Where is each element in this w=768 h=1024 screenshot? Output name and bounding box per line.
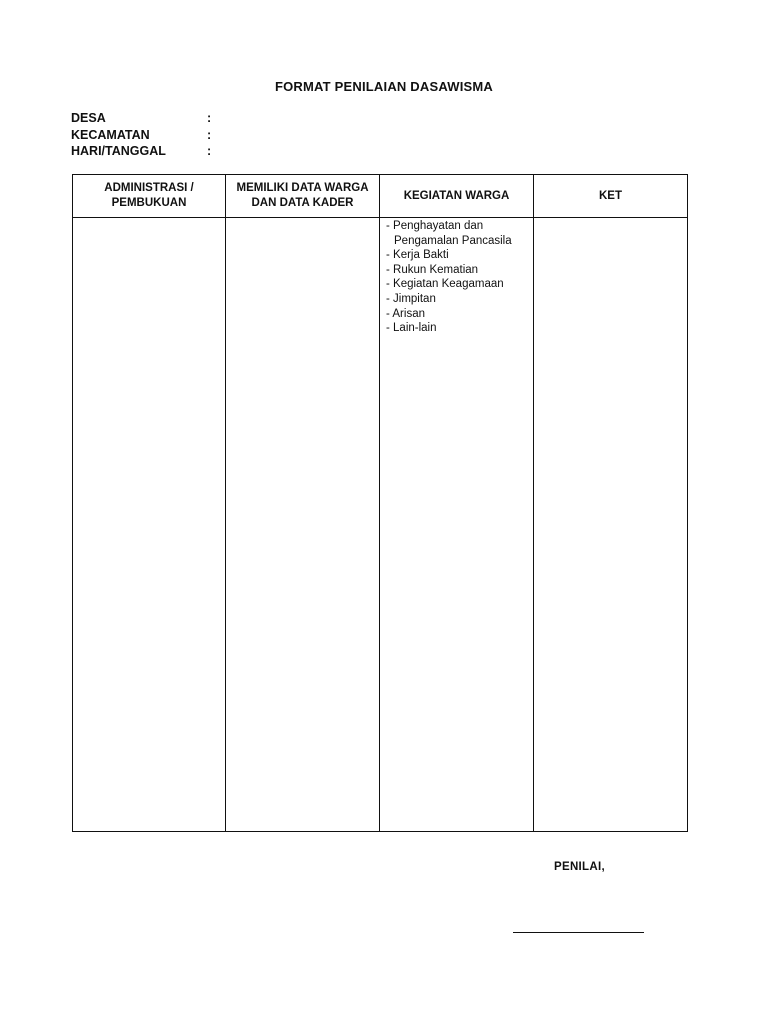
assessment-table: [72, 174, 688, 832]
field-colon: :: [207, 127, 212, 142]
cell-data-warga: [226, 218, 380, 832]
signature-line: [513, 932, 644, 933]
field-label: KECAMATAN: [71, 127, 150, 142]
field-hari-tanggal: [71, 143, 217, 160]
signer-label: PENILAI,: [554, 861, 605, 873]
header-fields: [71, 110, 217, 160]
list-item: - Kerja Bakti: [386, 249, 449, 262]
list-item: - Arisan: [386, 307, 425, 320]
header-data-warga: MEMILIKI DATA WARGA DAN DATA KADER: [226, 175, 380, 218]
header-administrasi: ADMINISTRASI / PEMBUKUAN: [73, 175, 226, 218]
field-colon: :: [207, 111, 212, 125]
list-item: - Rukun Kematian: [386, 263, 479, 276]
list-item: - Lain-lain: [386, 322, 437, 335]
document-title: FORMAT PENILAIAN DASAWISMA: [274, 79, 493, 94]
table-header-row: [73, 175, 688, 218]
list-item: - Kegiatan Keagamaan: [386, 278, 504, 291]
header-ket: KET: [534, 175, 688, 218]
field-colon: :: [207, 144, 212, 158]
field-kecamatan: [71, 127, 217, 144]
table-body-row: [73, 218, 688, 832]
field-label: DESA: [71, 111, 106, 125]
list-item: - Penghayatan dan Pengamalan Pancasila: [386, 220, 512, 247]
cell-kegiatan-warga: [380, 218, 534, 832]
list-item: - Jimpitan: [386, 292, 436, 305]
cell-administrasi: [73, 218, 226, 832]
field-label: HARI/TANGGAL: [71, 144, 166, 158]
field-desa: [71, 110, 217, 127]
header-kegiatan-warga: KEGIATAN WARGA: [380, 175, 534, 218]
cell-ket: [534, 218, 688, 832]
activity-list: [380, 218, 533, 336]
